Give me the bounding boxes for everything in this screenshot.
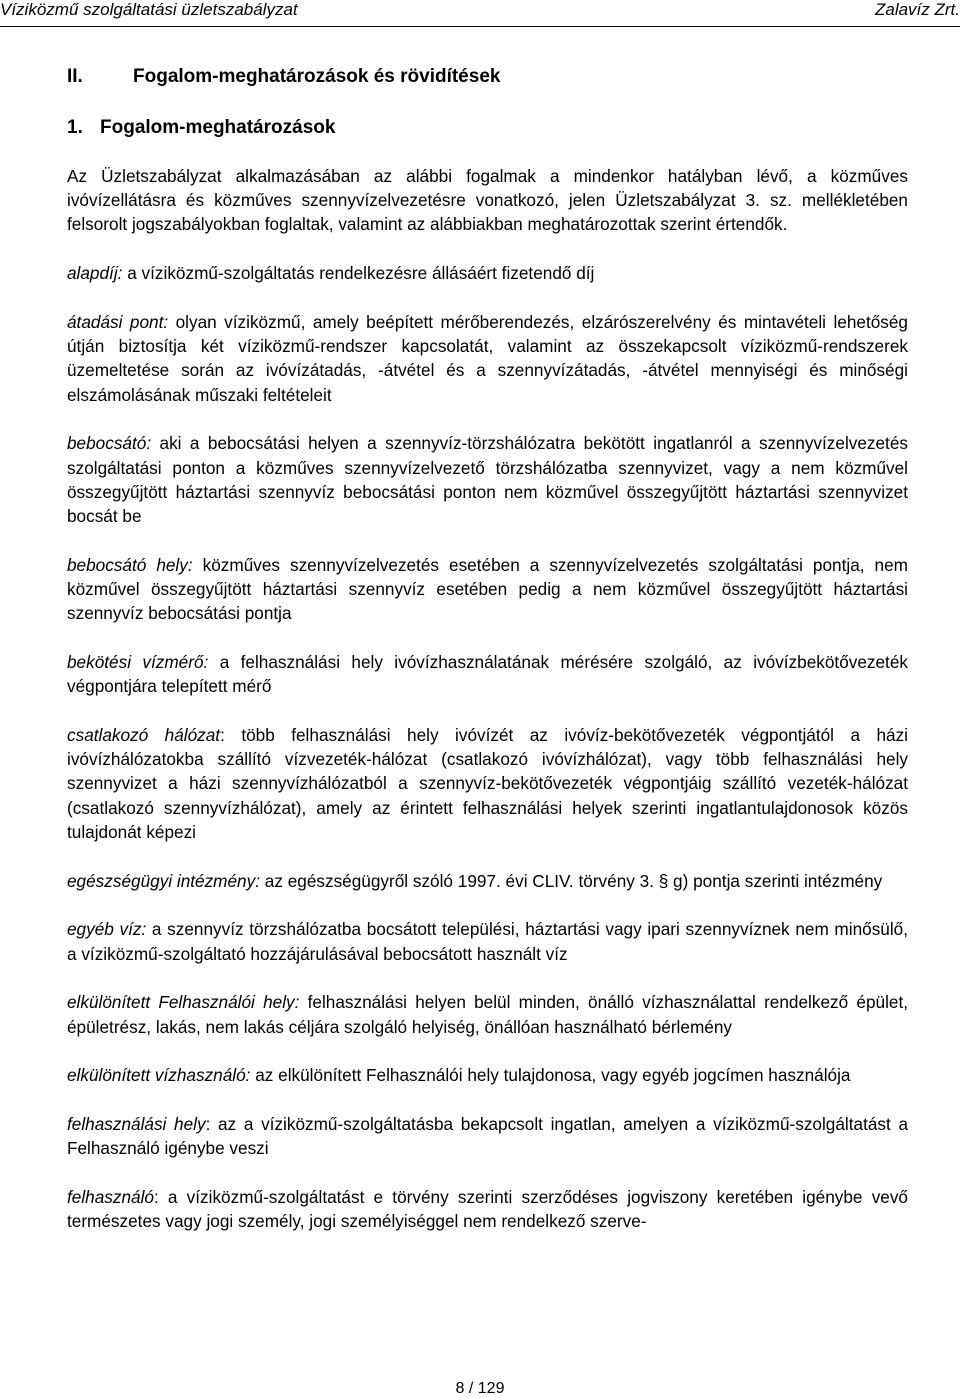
definition-term: bebocsátó hely: xyxy=(67,554,193,575)
definition-term: egészségügyi intézmény: xyxy=(67,870,260,891)
definition-elkulonitett-vizhasznalo xyxy=(67,1063,908,1087)
definition-text: az elkülönített Felhasználói hely tulajdonosa, vagy egyéb jogcímen használója xyxy=(250,1065,851,1086)
definition-egeszsegugyi-intezmeny xyxy=(67,869,908,893)
definition-text: az egészségügyről szóló 1997. évi CLIV. törvény 3. § g) pontja szerinti intézmény xyxy=(260,870,883,891)
definition-bekotesi-vizmero xyxy=(67,650,908,698)
definition-text: : több felhasználási hely ivóvízét az ivóvíz-bekötővezeték végpontjától a házi ivóvízhálózatokba szállító vízvezeték-hálózat (csatlakozó ivóvízhálózat), vagy több felhasználási hely szennyvizet a házi szennyvízhálózatból a szennyvíz-bekötővezeték végpontjáig szállító vezeték-hálózat (csatlakozó szennyvízhálózat), amely az érintett felhasználási helyek szerinti ingatlantulajdonosok közös tulajdonát képezi xyxy=(67,725,908,842)
definition-text: felhasználási helyen belül minden, önálló vízhasználattal rendelkező épület, épületrész, lakás, nem lakás céljára szolgáló helyiség, önállóan használható bérlemény xyxy=(67,992,908,1037)
subsection-title: Fogalom-meghatározások xyxy=(100,117,336,138)
definition-term: elkülönített vízhasználó: xyxy=(67,1065,251,1086)
definition-egyeb-viz xyxy=(67,917,908,965)
definition-felhasznalasi-hely xyxy=(67,1112,908,1160)
definition-atadasi-pont xyxy=(67,310,908,407)
section-number: II. xyxy=(67,66,83,87)
section-heading xyxy=(67,66,500,88)
section-title: Fogalom-meghatározások és rövidítések xyxy=(133,66,501,87)
definition-term: bekötési vízmérő: xyxy=(67,652,209,673)
definition-term: felhasználási hely xyxy=(67,1114,206,1135)
intro-paragraph: Az Üzletszabályzat alkalmazásában az alábbi fogalmak a mindenkor hatályban lévő, a közműves ivóvízellátásra és közműves szennyvízelvezetésre vonatkozó, jelen Üzletszabályzat 3. sz. mellékletében felsorolt jogszabályokban foglaltak, valamint az alábbiakban meghatározottak szerint értendők. xyxy=(67,166,908,235)
definition-term: egyéb víz: xyxy=(67,919,147,940)
document-title: Víziközmű szolgáltatási üzletszabályzat xyxy=(0,0,298,19)
definition-bebocsato-hely xyxy=(67,553,908,626)
definition-elkulonitett-felhasznaloi-hely xyxy=(67,990,908,1038)
page-header xyxy=(0,0,960,27)
subsection-number: 1. xyxy=(67,117,83,138)
definition-term: átadási pont: xyxy=(67,312,169,332)
page-number: 8 / 129 xyxy=(455,1380,505,1397)
subsection-heading xyxy=(67,117,335,139)
definition-text: : az a víziközmű-szolgáltatásba bekapcsolt ingatlan, amelyen a víziközmű-szolgáltatást a Felhasználó igénybe veszi xyxy=(67,1114,909,1159)
definition-text: : a víziközmű-szolgáltatást e törvény szerinti szerződéses jogviszony keretében igénybe vevő természetes vagy jogi személy, jogi személyiséggel nem rendelkező szerve- xyxy=(67,1187,908,1232)
definition-text: közműves szennyvízelvezetés esetében a szennyvízelvezetés szolgáltatási pontja, nem közművel összegyűjtött háztartási szennyvíz esetében pedig a nem közművel összegyűjtött háztartási szennyvíz bebocsátási pontja xyxy=(67,554,908,624)
definition-term: alapdíj: xyxy=(67,263,123,284)
definition-text: a felhasználási hely ivóvízhasználatának mérésére szolgáló, az ivóvízbekötővezeték végpontjára telepített mérő xyxy=(67,652,908,697)
definition-term: felhasználó xyxy=(67,1187,154,1208)
definition-term: csatlakozó hálózat xyxy=(67,725,221,746)
definition-text: a szennyvíz törzshálózatba bocsátott települési, háztartási vagy ipari szennyvíznek nem minősülő, a víziközmű-szolgáltató hozzájárulásával bebocsátott használt víz xyxy=(67,919,908,964)
definition-csatlakozo-halozat xyxy=(67,723,908,844)
document-body xyxy=(67,164,908,1258)
definition-alapdij xyxy=(67,261,908,285)
definition-felhasznalo xyxy=(67,1185,908,1233)
definition-bebocsato xyxy=(67,431,908,528)
definition-text: olyan víziközmű, amely beépített mérőberendezés, elzárószerelvény és mintavételi lehetőség útján biztosítja két víziközmű-rendszer kapcsolatát, valamint az összekapcsolt víziközmű-rendszerek üzemeltetése során az ivóvízátadás, -átvétel és a szennyvízátadás, -átvétel mennyiségi és minőségi elszámolásának műszaki feltételeit xyxy=(67,312,908,405)
company-name: Zalavíz Zrt. xyxy=(874,0,960,19)
definition-term: bebocsátó: xyxy=(67,433,152,454)
definition-text: aki a bebocsátási helyen a szennyvíz-törzshálózatra bekötött ingatlanról a szennyvízelvezetés szolgáltatási ponton a közműves szennyvízelvezető törzshálózatba szennyvizet, vagy a nem közművel összegyűjtött háztartási szennyvíz bebocsátási ponton nem közművel összegyűjtött háztartási szennyvizet bocsát be xyxy=(67,433,908,527)
definition-text: a víziközmű-szolgáltatás rendelkezésre állásáért fizetendő díj xyxy=(122,263,595,284)
definition-term: elkülönített Felhasználói hely: xyxy=(67,992,300,1013)
